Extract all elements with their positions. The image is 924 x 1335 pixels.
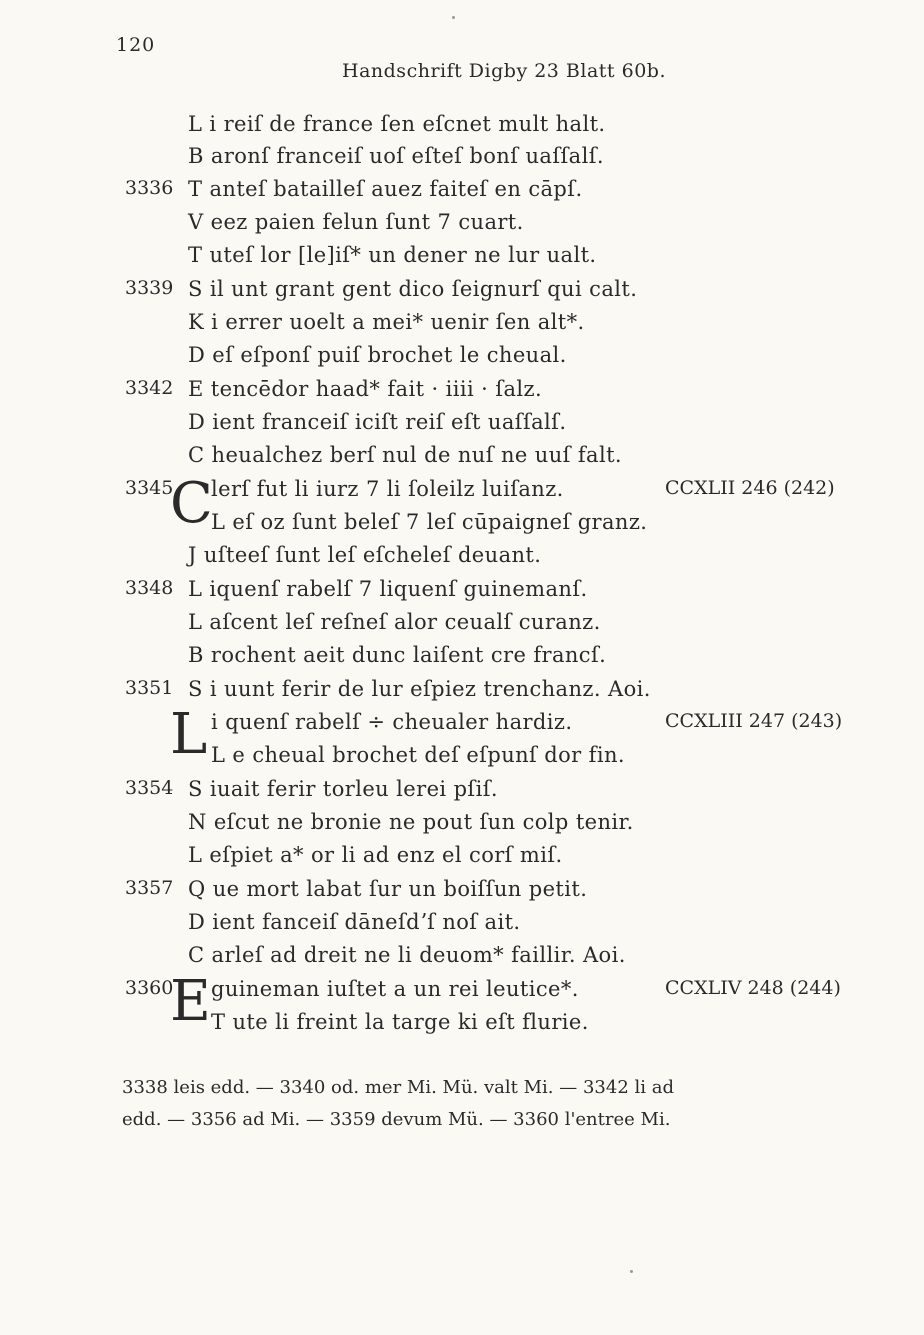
critical-apparatus	[122, 1072, 874, 1136]
verse-text: B rochent aeit dunc laiſent cre francſ.	[188, 643, 607, 667]
initial-letter-l: L	[170, 702, 208, 767]
verse-text: E tencēdor haad* fait · iiii · ſalz.	[188, 377, 543, 401]
page-number: 120	[116, 34, 156, 56]
laisse-number: CCXLII 246 (242)	[665, 477, 835, 499]
verse-line	[0, 643, 924, 675]
line-number: 3354	[125, 777, 174, 799]
line-number: 3357	[125, 877, 174, 899]
laisse-number: CCXLIV 248 (244)	[665, 977, 841, 999]
line-number: 3342	[125, 377, 174, 399]
verse-line	[0, 177, 924, 209]
verse-text: S il unt grant gent dico ſeignurſ qui calt.	[188, 277, 638, 301]
verse-text: Q ue mort labat ſur un boiſſun petit.	[188, 877, 588, 901]
verse-text: T uteſ lor [le]iſ* un dener ne lur ualt.	[188, 243, 597, 267]
verse-line	[0, 1010, 924, 1042]
line-number: 3345	[125, 477, 174, 499]
verse-line	[0, 443, 924, 475]
verse-text: L aſcent leſ reſneſ alor ceualſ curanz.	[188, 610, 601, 634]
verse-text: C arleſ ad dreit ne li deuom* faillir. Aoi.	[188, 943, 626, 967]
verse-text: L eſpiet a* or li ad enz el corſ miſ.	[188, 843, 563, 867]
initial-letter-c: C	[170, 471, 213, 536]
verse-line	[0, 977, 924, 1009]
verse-line	[0, 144, 924, 176]
verse-text: L i reiſ de france ſen eſcnet mult halt.	[188, 112, 606, 136]
verse-text: V eez paien felun ſunt 7 cuart.	[188, 210, 524, 234]
verse-text: T anteſ batailleſ auez faiteſ en cāpſ.	[188, 177, 583, 201]
verse-text: D ient franceiſ iciſt reiſ eſt uaſſalſ.	[188, 410, 567, 434]
verse-text: N eſcut ne bronie ne pout ſun colp tenir.	[188, 810, 634, 834]
verse-text: L e cheual brochet deſ eſpunſ dor fin.	[211, 743, 625, 767]
verse-text: C heualchez berſ nul de nuſ ne uuſ falt.	[188, 443, 623, 467]
footnote-line: 3338 leis edd. — 3340 od. mer Mi. Mü. valt Mi. — 3342 li ad	[122, 1077, 674, 1098]
verse-text: guineman iuſtet a un rei leutice*.	[211, 977, 579, 1001]
verse-line	[0, 243, 924, 275]
verse-line	[0, 610, 924, 642]
verse-text: B aronſ franceiſ uoſ eſteſ bonſ uaſſalſ.	[188, 144, 604, 168]
verse-line	[0, 210, 924, 242]
verse-line	[0, 710, 924, 742]
verse-line	[0, 543, 924, 575]
line-number: 3348	[125, 577, 174, 599]
running-head: Handschrift Digby 23 Blatt 60b.	[342, 60, 666, 82]
laisse-number: CCXLIII 247 (243)	[665, 710, 843, 732]
verse-line	[0, 510, 924, 542]
verse-text: lerſ fut li iurz 7 li ſoleilz luiſanz.	[211, 477, 564, 501]
line-number: 3336	[125, 177, 174, 199]
verse-text: S i uunt ferir de lur eſpiez trenchanz. Aoi.	[188, 677, 651, 701]
line-number: 3351	[125, 677, 174, 699]
verse-line	[0, 910, 924, 942]
verse-line	[0, 377, 924, 409]
verse-line	[0, 677, 924, 709]
line-number: 3339	[125, 277, 174, 299]
verse-line	[0, 277, 924, 309]
verse-text: D ient fanceiſ dāneſdʼſ noſ ait.	[188, 910, 521, 934]
verse-line	[0, 310, 924, 342]
verse-text: T ute li freint la targe ki eſt flurie.	[211, 1010, 589, 1034]
verse-text: L eſ oz ſunt beleſ 7 leſ cūpaigneſ granz.	[211, 510, 648, 534]
line-number: 3360	[125, 977, 174, 999]
paper-speck	[452, 16, 455, 19]
verse-line	[0, 477, 924, 509]
verse-text: S iuait ferir torleu lerei pſiſ.	[188, 777, 498, 801]
verse-line	[0, 112, 924, 144]
verse-text: K i errer uoelt a mei* uenir ſen alt*.	[188, 310, 585, 334]
verse-line	[0, 743, 924, 775]
verse-line	[0, 777, 924, 809]
footnote-line: edd. — 3356 ad Mi. — 3359 devum Mü. — 3360 l'entree Mi.	[122, 1109, 671, 1130]
initial-letter-e: E	[170, 969, 211, 1034]
verse-text: D eſ eſponſ puiſ brochet le cheual.	[188, 343, 567, 367]
verse-line	[0, 343, 924, 375]
verse-line	[0, 843, 924, 875]
verse-line	[0, 577, 924, 609]
verse-line	[0, 810, 924, 842]
verse-text: J uſteeſ ſunt leſ eſcheleſ deuant.	[188, 543, 542, 567]
verse-text: L iquenſ rabelſ 7 liquenſ guinemanſ.	[188, 577, 588, 601]
verse-line	[0, 943, 924, 975]
verse-line	[0, 877, 924, 909]
verse-text: i quenſ rabelſ ÷ cheualer hardiz.	[211, 710, 573, 734]
verse-line	[0, 410, 924, 442]
paper-speck	[630, 1270, 633, 1273]
